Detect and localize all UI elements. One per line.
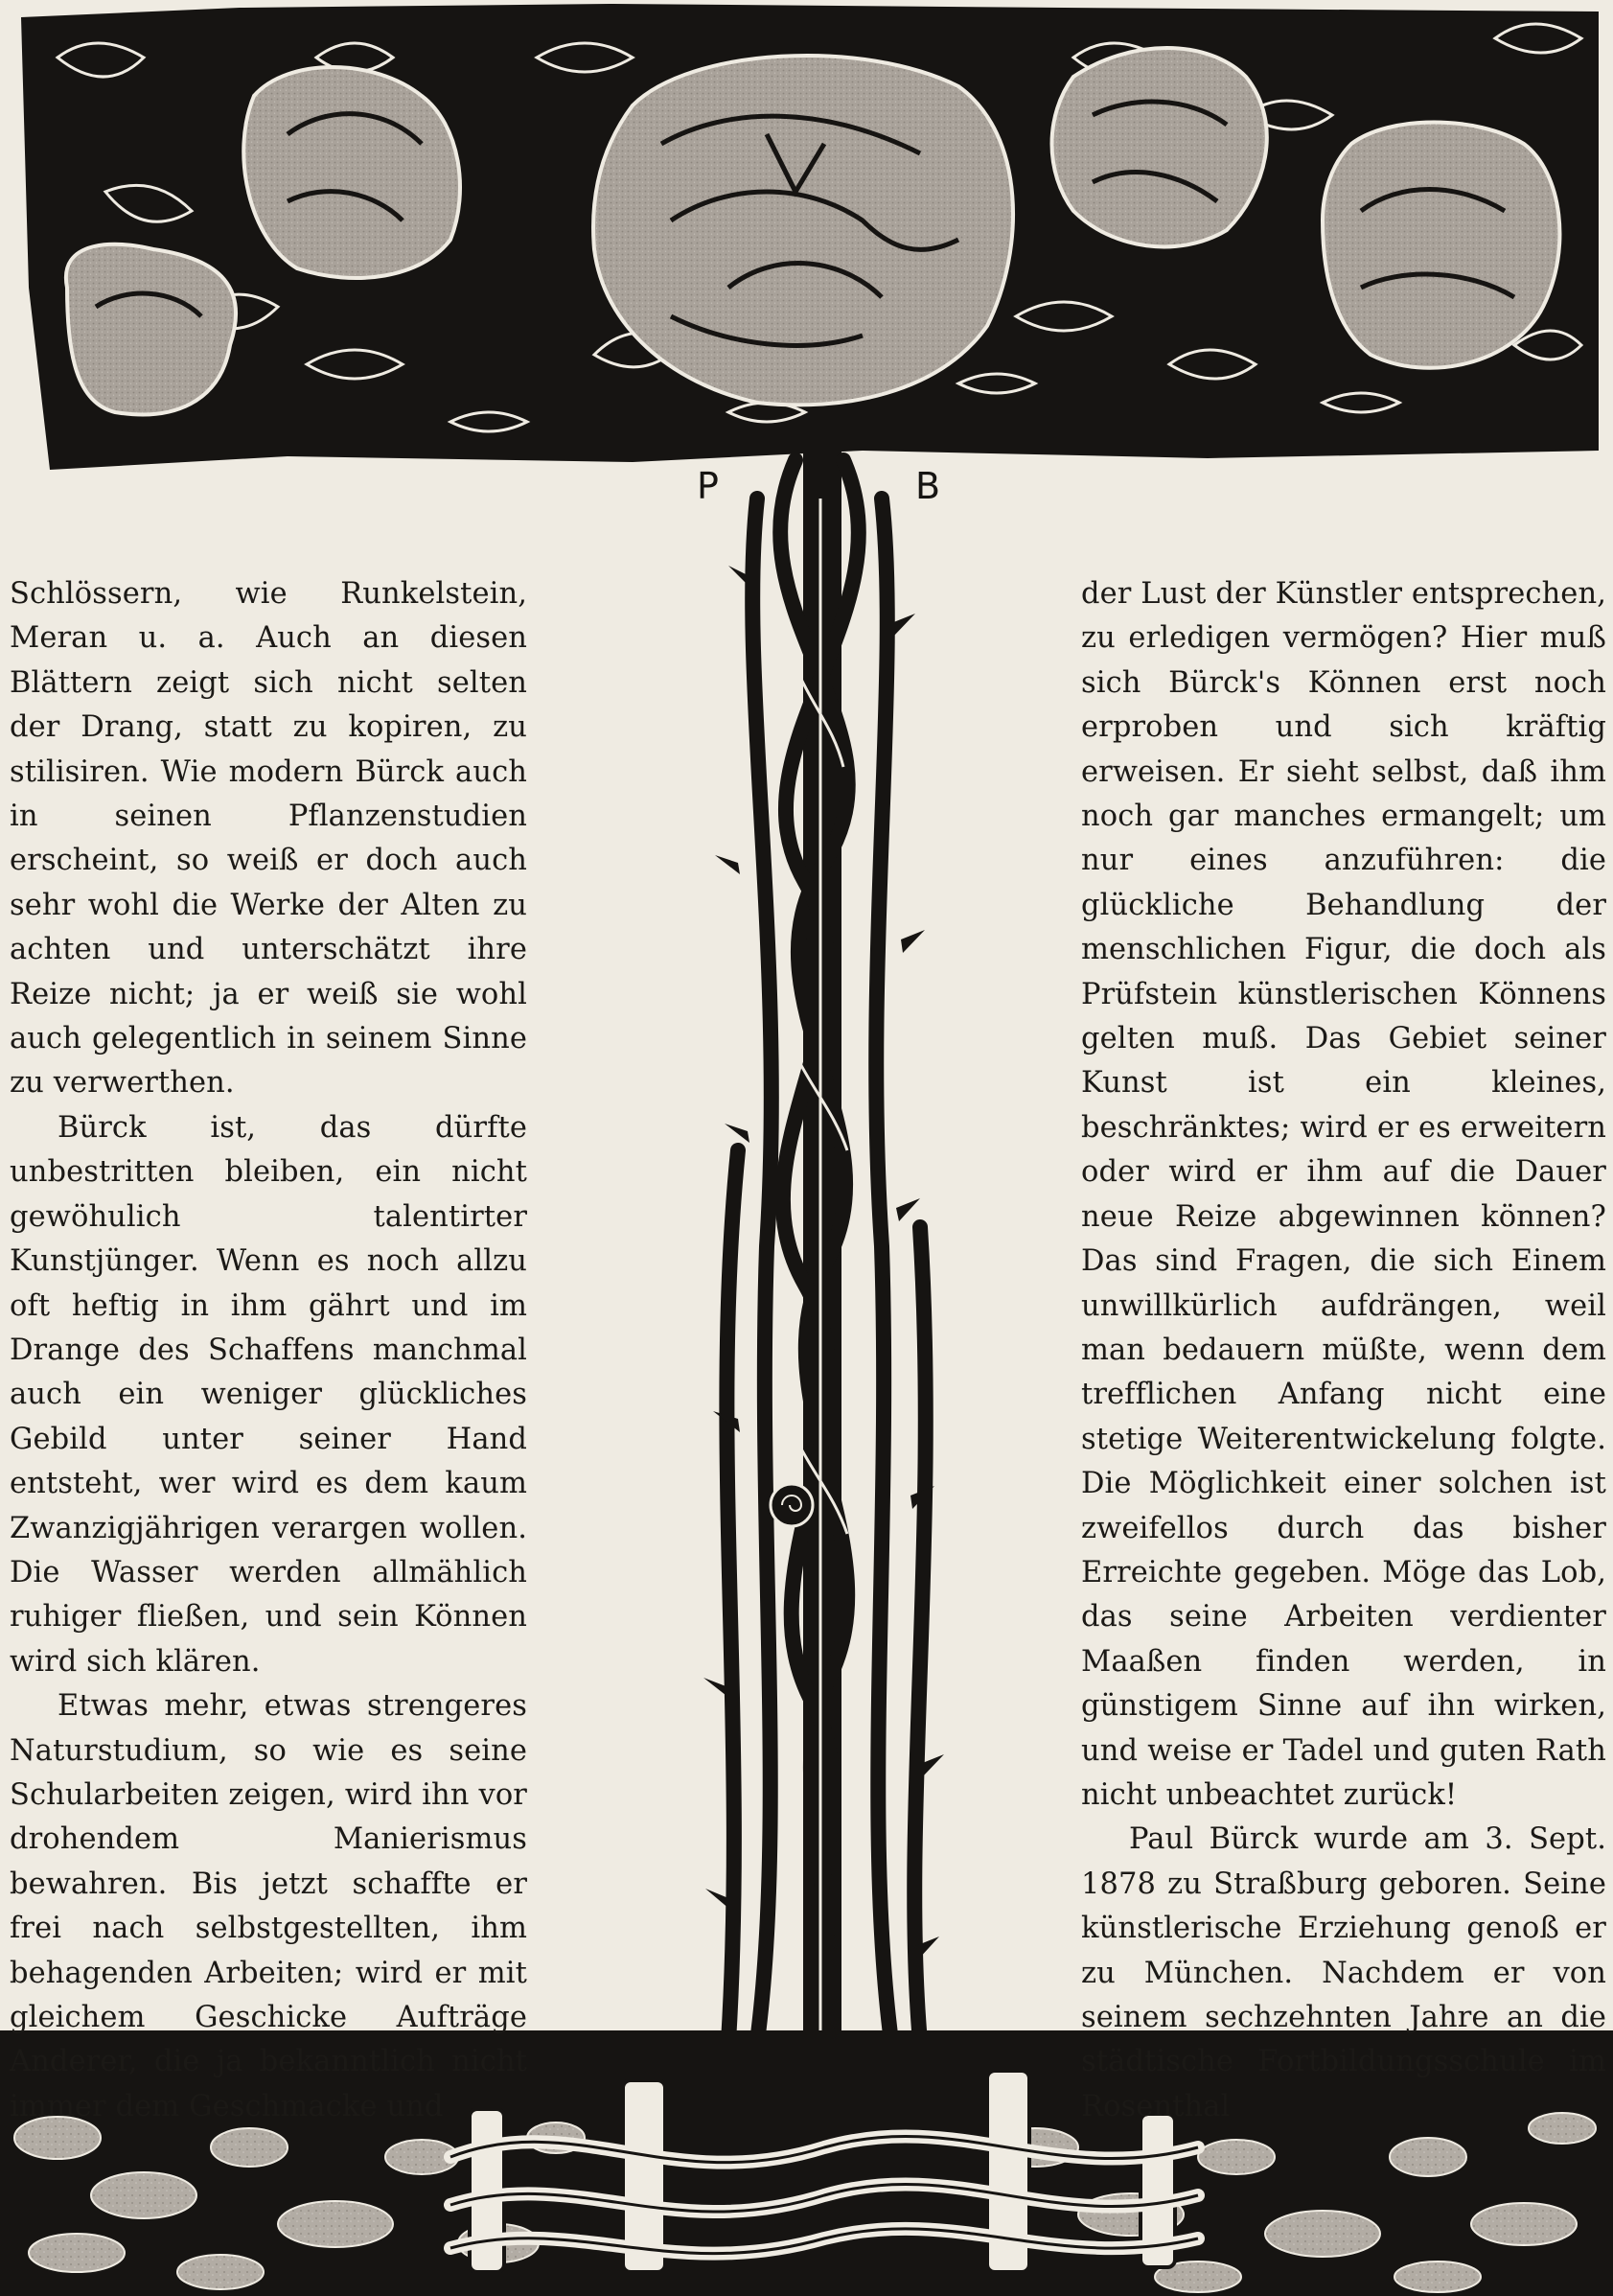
left-paragraph-1: Schlössern, wie Runkelstein, Meran u. a. Auch an diesen Blättern zeigt sich nicht selten der Drang, statt zu kopiren, zu stilisiren. Wie modern Bürck auch in seinen Pflanzenstudien erscheint, so weiß er doch auch sehr wohl die Werke der Alten zu achten und unterschätzt ihre Reize nicht; ja er weiß sie wohl auch gelegentlich in seinem Sinne zu verwerthen.	[10, 577, 527, 1101]
left-text-column	[10, 572, 527, 2129]
right-text-column	[1081, 572, 1606, 2129]
snail-icon	[771, 1484, 813, 1526]
left-paragraph-3: Etwas mehr, etwas strengeres Naturstudium, so wie es seine Schularbeiten zeigen, wird ihn vor drohendem Manierismus bewahren. Bis jetzt schaffte er frei nach selbstgestellten, ihm behagenden Arbeiten; wird er mit gleichem Geschicke Aufträge Anderer, die ja bekanntlich nicht immer dem Geschmacke und	[10, 1689, 527, 2123]
left-paragraph-2: Bürck ist, das dürfte unbestritten bleiben, ein nicht gewöhulich talentirter Kunstjünger. Wenn es noch allzu oft heftig in ihm gährt und im Drange des Schaffens manchmal auch ein weniger glückliches Gebild unter seiner Hand entsteht, wer wird es dem kaum Zwanzigjährigen verargen wollen. Die Wasser werden allmählich ruhiger fließen, und sein Können wird sich klären.	[10, 1110, 527, 1679]
monogram-left-letter: P	[697, 465, 719, 507]
right-paragraph-1: der Lust der Künstler entsprechen, zu erledigen vermögen? Hier muß sich Bürck's Können erst noch erproben und sich kräftig erweisen. Er sieht selbst, daß ihm noch gar manches ermangelt; um nur eines anzuführen: die glückliche Behandlung der menschlichen Figur, die doch als Prüfstein künstlerischen Könnens gelten muß. Das Gebiet seiner Kunst ist ein kleines, beschränktes; wird er es erweitern oder wird er ihm auf die Dauer neue Reize abgewinnen können? Das sind Fragen, die sich Einem unwillkürlich aufdrängen, weil man bedauern müßte, wenn dem trefflichen Anfang nicht eine stetige Weiterentwickelung folgte. Die Möglichkeit einer solchen ist zweifellos durch das bisher Erreichte gegeben. Möge das Lob, das seine Arbeiten verdienter Maaßen finden werden, in günstigem Sinne auf ihn wirken, und weise er Tadel und guten Rath nicht unbeachtet zurück!	[1081, 577, 1606, 1812]
rose-trunk	[703, 451, 944, 2042]
monogram-right-letter: B	[915, 465, 941, 507]
right-paragraph-2: Paul Bürck wurde am 3. Sept. 1878 zu Straßburg geboren. Seine künstlerische Erziehung genoß er zu München. Nachdem er von seinem sechzehnten Jahre an die städtische Fortbildungsschule im Rosenthal	[1081, 1822, 1606, 2123]
rose-banner	[21, 4, 1599, 507]
